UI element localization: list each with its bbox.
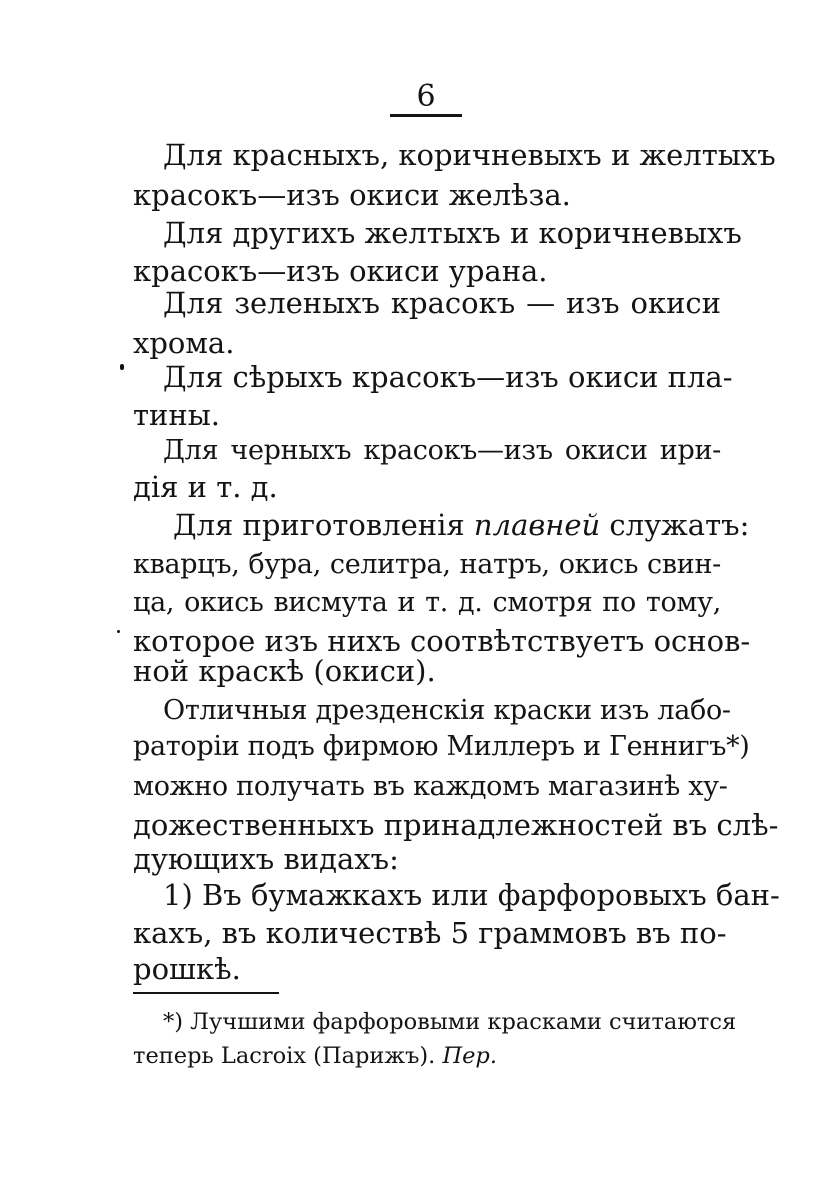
text-line: Для другихъ желтыхъ и коричневыхъ: [163, 216, 742, 250]
text-line: дія и т. д.: [133, 470, 278, 504]
text-line: кварцъ, бура, селитра, натръ, окись свин-: [133, 549, 721, 580]
text-line: Для сѣрыхъ красокъ—изъ окиси пла-: [163, 360, 733, 394]
text-line: кахъ, въ количествѣ 5 граммовъ въ по-: [133, 916, 727, 950]
footnote-rule: [133, 992, 279, 994]
text-line: ной краскѣ (окиси).: [133, 654, 436, 688]
italic-term: плавней: [473, 508, 601, 542]
footnote-text: теперь Lacroix (Парижъ).: [133, 1043, 436, 1069]
text-line: дожественныхъ принадлежностей въ слѣ-: [133, 808, 779, 842]
page-number: 6: [416, 79, 436, 114]
text-line: хрома.: [133, 326, 235, 360]
text-line: рошкѣ.: [133, 952, 241, 986]
footnote-line: *) Лучшими фарфоровыми красками считаются: [163, 1009, 737, 1035]
text-line: Для зеленыхъ красокъ — изъ окиси: [163, 286, 721, 320]
print-speck: [117, 630, 120, 633]
text-line: красокъ—изъ окиси урана.: [133, 254, 548, 288]
text-line: 1) Въ бумажкахъ или фарфоровыхъ бан-: [163, 878, 780, 912]
text-line: Для черныхъ красокъ—изъ окиси ири-: [163, 435, 721, 466]
text-line: красокъ—изъ окиси желѣза.: [133, 178, 571, 212]
text-line: дующихъ видахъ:: [133, 842, 399, 876]
text-line: Для красныхъ, коричневыхъ и желтыхъ: [163, 138, 776, 172]
text-line: тины.: [133, 398, 220, 432]
text-line: раторіи подъ фирмою Миллеръ и Геннигъ*): [133, 731, 750, 762]
footnote-line: [133, 1038, 721, 1074]
text-line: Отличныя дрезденскія краски изъ лабо-: [163, 695, 731, 726]
page-number-rule: [390, 114, 462, 117]
text-line: можно получать въ каждомъ магазинѣ ху-: [133, 771, 728, 802]
footnote-translator-note: Пер.: [442, 1043, 497, 1069]
text-line: ца, окись висмута и т. д. смотря по тому,: [133, 587, 721, 618]
text-line: которое изъ нихъ соотвѣтствуетъ основ-: [133, 624, 751, 658]
text-fragment: Для приготовленія: [173, 508, 465, 542]
text-line: [133, 504, 750, 546]
print-speck: [120, 364, 124, 370]
text-fragment: служатъ:: [609, 508, 750, 542]
